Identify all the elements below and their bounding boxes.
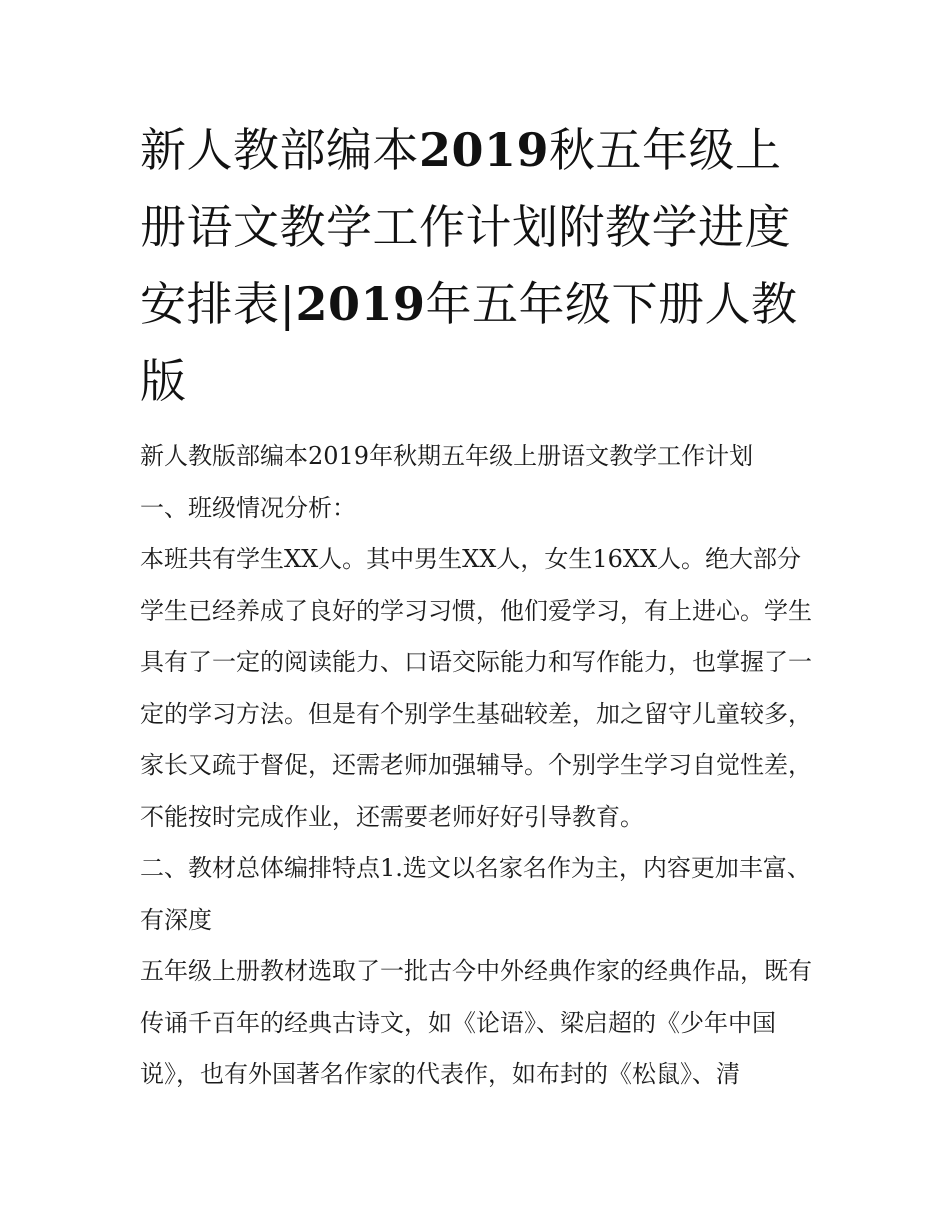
- title-part-1: 新人教部编本: [140, 123, 419, 177]
- title-year-2: 2019: [295, 277, 426, 331]
- plan-heading: 新人教版部编本2019年秋期五年级上册语文教学工作计划: [140, 442, 754, 470]
- title-part-2: 秋五年级上册语文教学工作计划附教学进度安排表|: [140, 123, 791, 331]
- section-heading-class-analysis: 一、班级情况分析：: [140, 493, 356, 522]
- textbook-features-paragraph: 五年级上册教材选取了一批古今中外经典作家的经典作品，既有传诵千百年的经典古诗文，如《论语》、梁启超的《少年中国说》，也有外国著名作家的代表作，如布封的《松鼠》、清: [140, 957, 812, 1088]
- class-analysis-paragraph: 本班共有学生XX人。其中男生XX人，女生16XX人。绝大部分学生已经养成了良好的学习习惯，他们爱学习，有上进心。学生具有了一定的阅读能力、口语交际能力和写作能力，也掌握了一定的学习方法。但是有个别学生基础较差，加之留守儿童较多，家长又疏于督促，还需老师加强辅导。个别学生学习自觉性差，不能按时完成作业，还需要老师好好引导教育。: [140, 545, 812, 831]
- title-year-1: 2019: [419, 123, 550, 177]
- section-heading-textbook-features: 二、教材总体编排特点1.选文以名家名作为主，内容更加丰富、有深度: [140, 854, 811, 934]
- document-body: [140, 431, 820, 1101]
- title-part-3: 年五年级下册人教版: [140, 277, 798, 408]
- document-title: [140, 112, 820, 420]
